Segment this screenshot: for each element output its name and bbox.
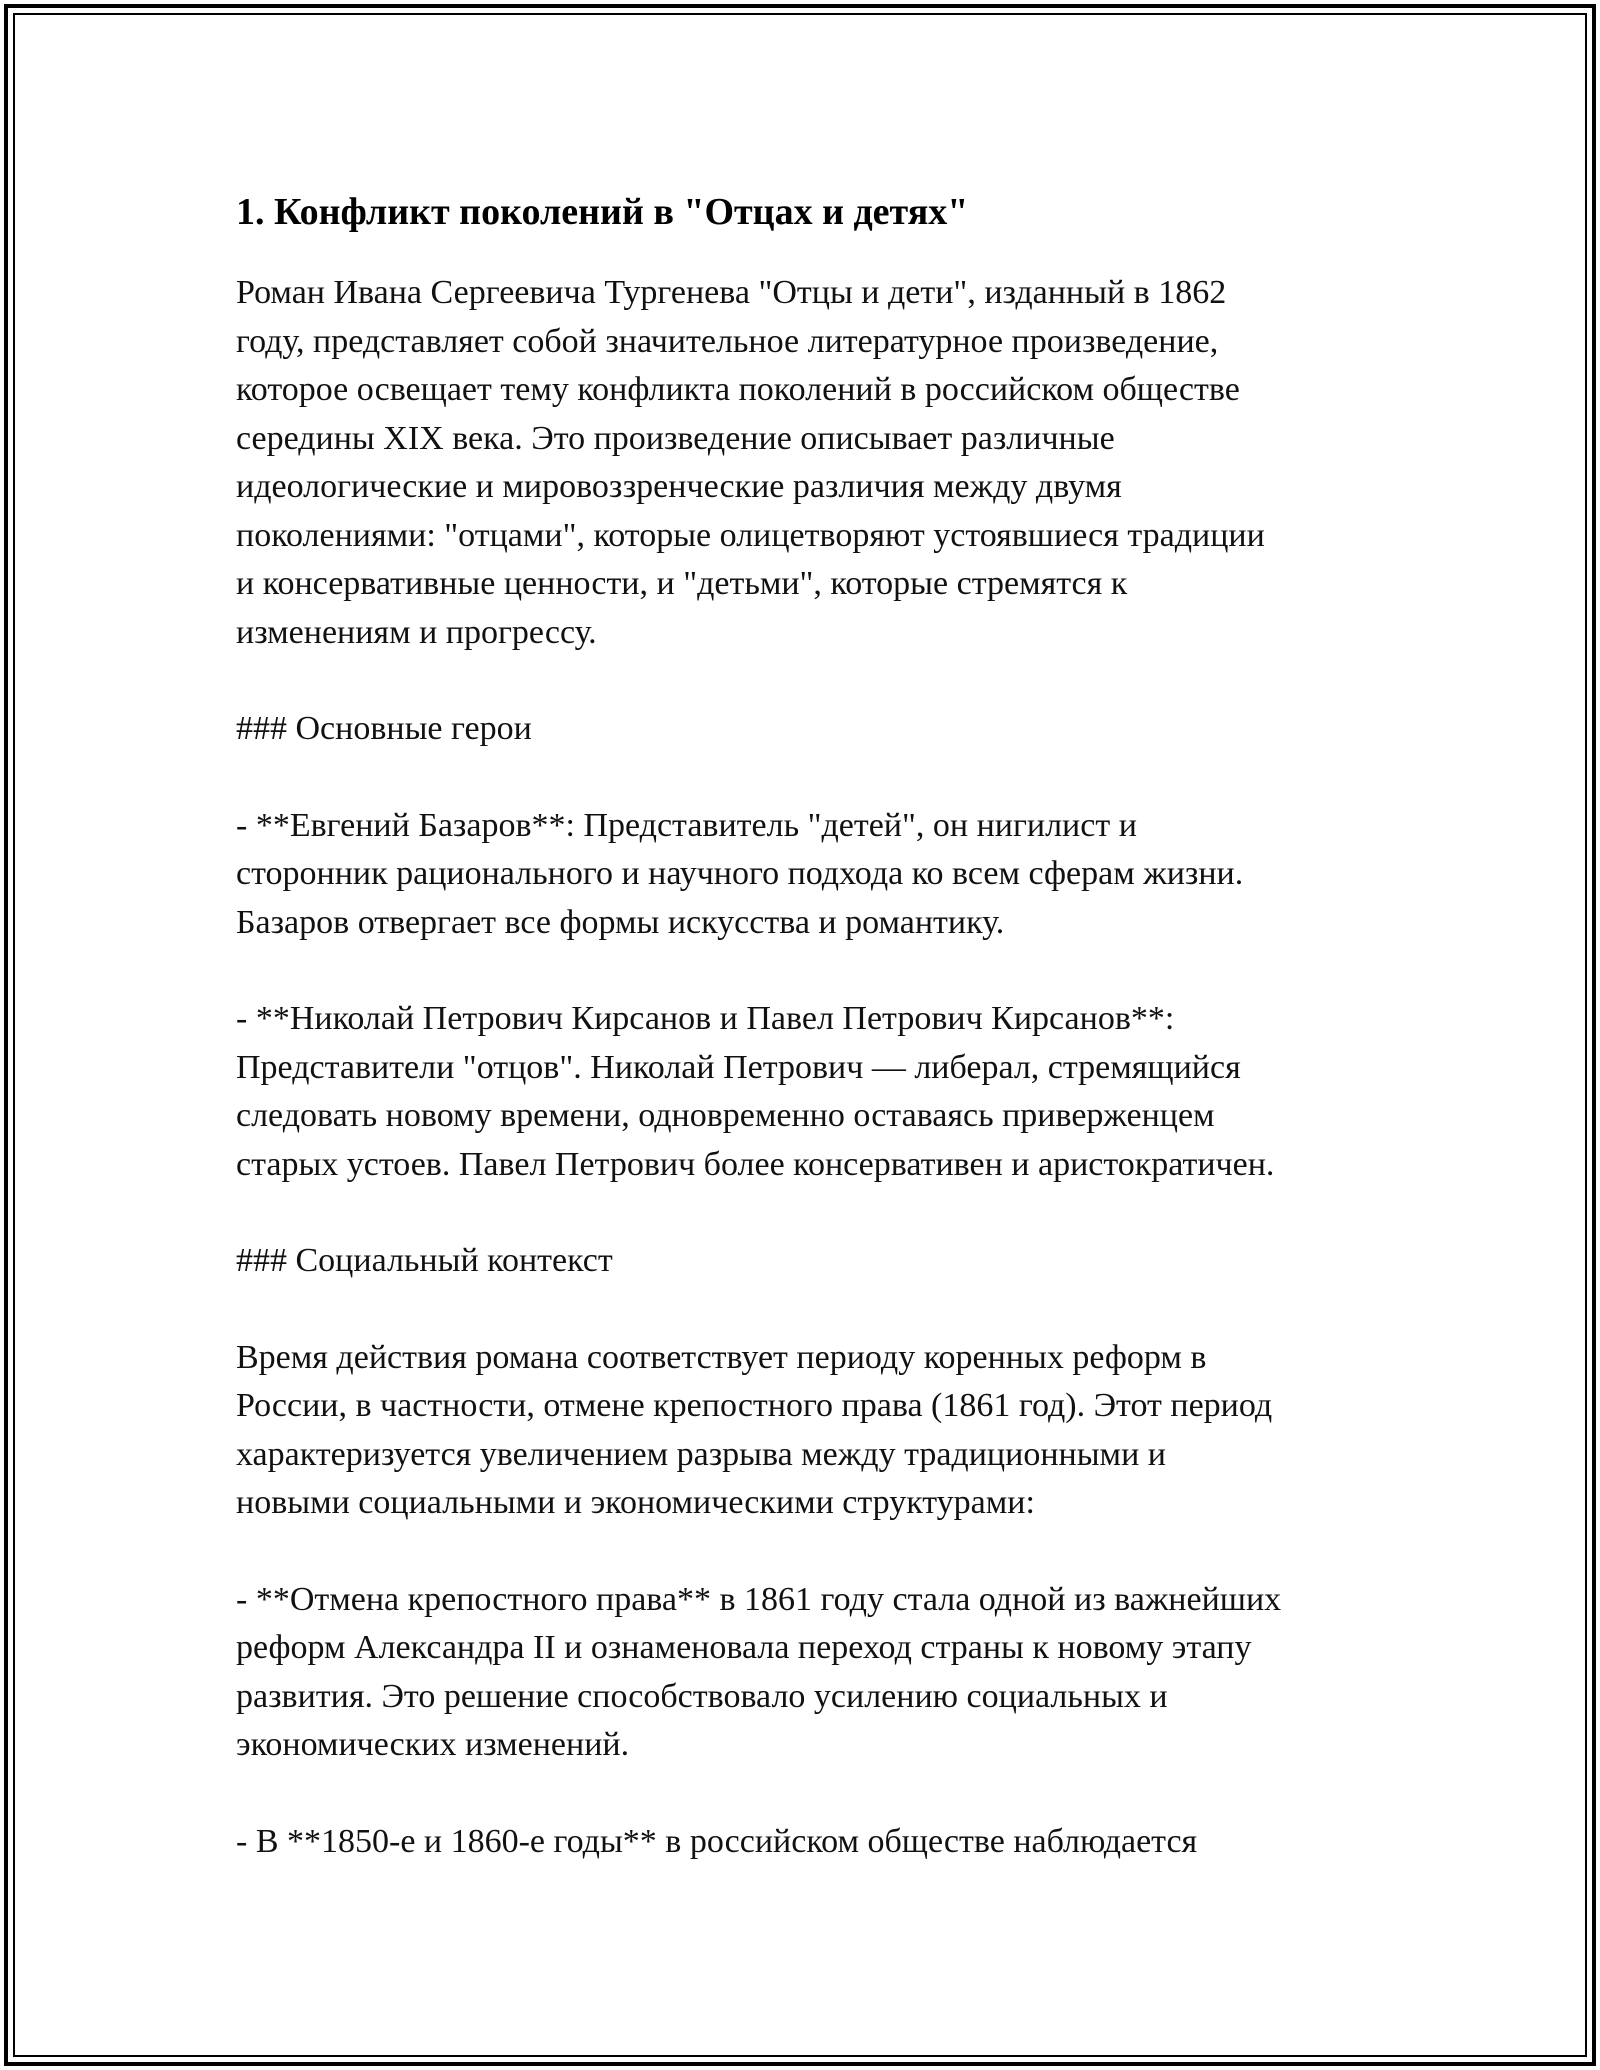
list-item-serfdom-abolition: - **Отмена крепостного права** в 1861 году стала одной из важнейших реформ Александра II и ознаменовала переход страны к новому этапу развития. Это решение способствовало усилению социальных и экономических изменений. xyxy=(236,1580,1282,1763)
section-heading-social-context: ### Социальный контекст xyxy=(236,1242,613,1279)
document-title: 1. Конфликт поколений в "Отцах и детях" xyxy=(236,191,969,233)
list-item-1850s-1860s: - В **1850-е и 1860-е годы** в российском обществе наблюдается xyxy=(236,1822,1198,1860)
list-item-bazarov: - **Евгений Базаров**: Представитель "детей", он нигилист и сторонник рационального и научного подхода ко всем сферам жизни. Базаров отвергает все формы искусства и романтику. xyxy=(236,806,1244,941)
list-item-kirsanovs: - **Николай Петрович Кирсанов и Павел Петрович Кирсанов**: Представители "отцов". Николай Петрович — либерал, стремящийся следовать новому времени, одновременно оставаясь приверженцем старых устоев. Павел Петрович более консервативен и аристократичен. xyxy=(236,1000,1275,1183)
document-body xyxy=(236,180,1396,1866)
intro-paragraph: Роман Ивана Сергеевича Тургенева "Отцы и дети", изданный в 1862 году, представляет собой значительное литературное произведение, которое освещает тему конфликта поколений в российском обществе середины XIX века. Это произведение описывает различные идеологические и мировоззренческие различия между двумя поколениями: "отцами", которые олицетворяют устоявшиеся традиции и консервативные ценности, и "детьми", которые стремятся к изменениям и прогрессу. xyxy=(236,274,1265,651)
section-heading-main-characters: ### Основные герои xyxy=(236,710,532,747)
social-context-paragraph: Время действия романа соответствует периоду коренных реформ в России, в частности, отмене крепостного права (1861 год). Этот период характеризуется увеличением разрыва между традиционными и новыми социальными и экономическими структурами: xyxy=(236,1338,1273,1521)
